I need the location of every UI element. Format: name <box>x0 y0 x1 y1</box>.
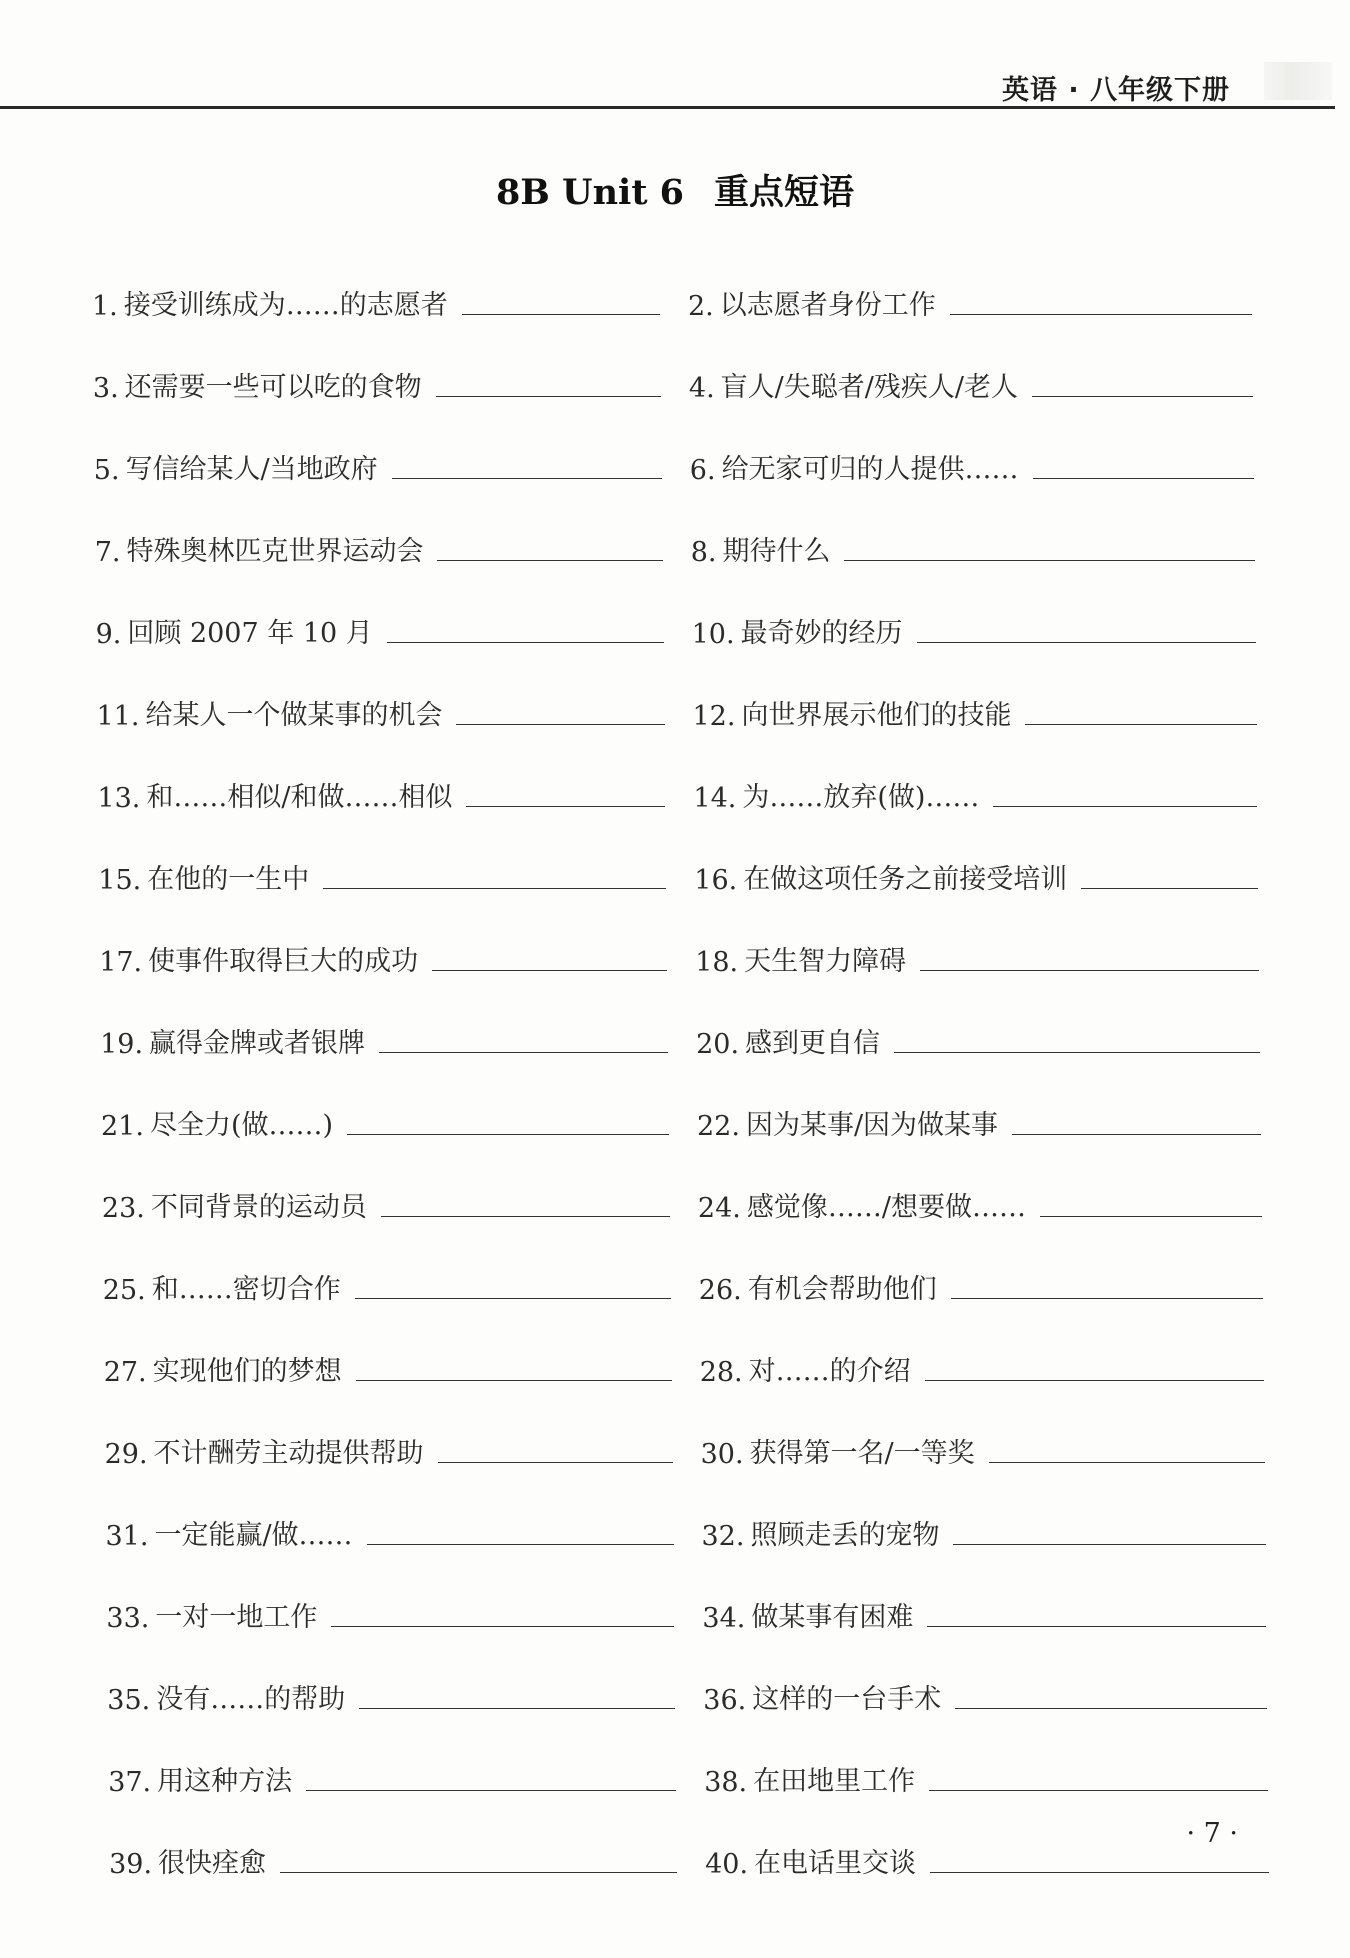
phrase-item <box>97 768 665 814</box>
item-number: 5. <box>93 455 120 486</box>
page-header <box>0 0 1350 108</box>
item-text: 给某人一个做某事的机会 <box>145 700 443 731</box>
answer-blank[interactable] <box>951 1297 1263 1299</box>
item-number: 7. <box>94 537 121 568</box>
item-number: 2. <box>688 291 714 322</box>
phrase-item <box>699 1260 1263 1306</box>
page-title <box>0 165 1350 215</box>
item-number: 15. <box>98 865 142 896</box>
answer-blank[interactable] <box>356 1379 672 1381</box>
item-number: 18. <box>695 947 739 978</box>
answer-blank[interactable] <box>1033 477 1254 479</box>
item-number: 11. <box>96 701 140 732</box>
item-text: 最奇妙的经历 <box>740 618 903 649</box>
answer-blank[interactable] <box>925 1379 1264 1381</box>
answer-blank[interactable] <box>367 1543 674 1545</box>
item-number: 16. <box>694 865 738 896</box>
item-number: 32. <box>701 1521 745 1552</box>
phrase-item <box>700 1342 1264 1388</box>
item-text: 不同背景的运动员 <box>150 1192 367 1223</box>
answer-blank[interactable] <box>950 313 1252 315</box>
item-text: 因为某事/因为做某事 <box>745 1110 999 1141</box>
item-text: 使事件取得巨大的成功 <box>148 946 419 977</box>
answer-blank[interactable] <box>432 969 667 971</box>
item-number: 12. <box>692 701 736 732</box>
answer-blank[interactable] <box>381 1215 670 1217</box>
answer-blank[interactable] <box>1040 1215 1262 1217</box>
phrase-item <box>94 440 662 486</box>
item-text: 给无家可归的人提供…… <box>721 454 1019 485</box>
item-number: 6. <box>689 455 716 486</box>
item-number: 13. <box>97 783 141 814</box>
phrase-item <box>100 1014 668 1060</box>
page-number: · 7 · <box>1186 1818 1238 1849</box>
phrase-item <box>106 1588 674 1634</box>
item-number: 36. <box>703 1685 747 1716</box>
item-text: 做某事有困难 <box>751 1602 914 1633</box>
item-text: 盲人/失聪者/残疾人/老人 <box>720 372 1018 403</box>
item-number: 27. <box>103 1357 147 1388</box>
phrase-item <box>702 1506 1266 1552</box>
answer-blank[interactable] <box>1025 723 1256 725</box>
phrase-item <box>692 604 1256 650</box>
phrase-item <box>103 1260 671 1306</box>
item-text: 在田地里工作 <box>753 1766 916 1797</box>
answer-blank[interactable] <box>438 1461 673 1463</box>
answer-blank[interactable] <box>920 969 1259 971</box>
item-number: 28. <box>699 1357 743 1388</box>
item-number: 30. <box>700 1439 744 1470</box>
phrase-item <box>101 1096 669 1142</box>
answer-blank[interactable] <box>392 477 662 479</box>
phrase-item <box>701 1424 1265 1470</box>
phrase-item <box>108 1752 676 1798</box>
answer-blank[interactable] <box>456 723 664 725</box>
answer-blank[interactable] <box>355 1297 671 1299</box>
phrase-item <box>104 1342 672 1388</box>
phrase-item <box>92 276 660 322</box>
answer-blank[interactable] <box>1081 887 1258 889</box>
answer-blank[interactable] <box>917 641 1256 643</box>
item-text: 还需要一些可以吃的食物 <box>124 372 422 403</box>
answer-blank[interactable] <box>379 1051 668 1053</box>
item-number: 35. <box>107 1685 151 1716</box>
answer-blank[interactable] <box>436 395 661 397</box>
answer-blank[interactable] <box>331 1625 674 1627</box>
answer-blank[interactable] <box>306 1789 676 1791</box>
answer-blank[interactable] <box>930 1871 1269 1873</box>
item-number: 26. <box>698 1275 742 1306</box>
phrase-item <box>697 1096 1261 1142</box>
item-text: 在他的一生中 <box>147 864 310 895</box>
phrase-item <box>704 1752 1268 1798</box>
item-text: 写信给某人/当地政府 <box>125 454 378 485</box>
item-text: 很快痊愈 <box>158 1848 267 1879</box>
item-number: 31. <box>105 1521 149 1552</box>
item-text: 在电话里交谈 <box>754 1848 917 1879</box>
item-number: 25. <box>102 1275 146 1306</box>
item-text: 赢得金牌或者银牌 <box>149 1028 366 1059</box>
book-title: 英语 · 八年级下册 <box>1001 75 1230 106</box>
item-text: 期待什么 <box>722 536 831 567</box>
phrase-item <box>694 850 1258 896</box>
item-number: 3. <box>92 373 119 404</box>
item-text: 尽全力(做……) <box>149 1110 334 1141</box>
phrase-item <box>703 1670 1267 1716</box>
item-text: 照顾走丢的宠物 <box>750 1520 940 1551</box>
phrase-item <box>95 522 663 568</box>
phrase-item <box>102 1178 670 1224</box>
phrase-item <box>693 768 1257 814</box>
item-text: 一定能赢/做…… <box>154 1520 353 1551</box>
item-text: 这样的一台手术 <box>752 1684 942 1715</box>
answer-blank[interactable] <box>844 559 1254 561</box>
item-number: 14. <box>693 783 737 814</box>
phrase-item <box>107 1670 675 1716</box>
answer-blank[interactable] <box>323 887 666 889</box>
phrase-item <box>702 1588 1266 1634</box>
answer-blank[interactable] <box>437 559 662 561</box>
phrase-item <box>698 1178 1262 1224</box>
item-text: 对……的介绍 <box>748 1356 911 1387</box>
item-text: 特殊奥林匹克世界运动会 <box>126 536 424 567</box>
item-text: 为……放弃(做)…… <box>742 782 980 813</box>
phrase-item <box>689 358 1253 404</box>
phrase-item <box>696 1014 1260 1060</box>
phrase-item <box>98 850 666 896</box>
answer-blank[interactable] <box>462 313 660 315</box>
phrase-item <box>690 440 1254 486</box>
item-number: 33. <box>106 1603 150 1634</box>
item-number: 17. <box>99 947 143 978</box>
item-number: 39. <box>109 1849 153 1880</box>
item-number: 24. <box>697 1193 741 1224</box>
item-text: 有机会帮助他们 <box>747 1274 937 1305</box>
phrase-item <box>96 604 664 650</box>
item-number: 21. <box>101 1111 144 1142</box>
item-number: 1. <box>92 291 118 322</box>
answer-blank[interactable] <box>894 1051 1260 1053</box>
item-text: 和……相似/和做……相似 <box>146 782 453 813</box>
unit-label: 8B Unit 6 <box>495 172 685 213</box>
answer-blank[interactable] <box>993 805 1257 807</box>
phrase-item <box>693 686 1257 732</box>
item-text: 回顾 2007 年 10 月 <box>127 618 373 649</box>
item-text: 获得第一名/一等奖 <box>749 1438 975 1469</box>
item-number: 4. <box>688 373 715 404</box>
answer-blank[interactable] <box>280 1871 677 1873</box>
item-number: 29. <box>104 1439 148 1470</box>
item-text: 感觉像……/想要做…… <box>746 1192 1026 1223</box>
answer-blank[interactable] <box>387 641 664 643</box>
item-number: 23. <box>101 1193 145 1224</box>
phrase-item <box>105 1424 673 1470</box>
item-text: 没有……的帮助 <box>156 1684 346 1715</box>
phrase-item <box>99 932 667 978</box>
item-text: 以志愿者身份工作 <box>719 290 936 321</box>
answer-blank[interactable] <box>1032 395 1253 397</box>
item-text: 和……密切合作 <box>151 1274 341 1305</box>
phrase-item <box>106 1506 674 1552</box>
phrase-item <box>695 932 1259 978</box>
item-number: 37. <box>108 1767 152 1798</box>
phrase-item <box>688 276 1252 322</box>
answer-blank[interactable] <box>953 1543 1265 1545</box>
item-number: 22. <box>697 1111 740 1142</box>
section-label: 重点短语 <box>714 172 855 213</box>
answer-blank[interactable] <box>927 1625 1266 1627</box>
item-number: 9. <box>95 619 122 650</box>
item-number: 10. <box>691 619 735 650</box>
phrase-item <box>109 1834 677 1880</box>
item-number: 38. <box>704 1767 748 1798</box>
item-text: 实现他们的梦想 <box>152 1356 342 1387</box>
scan-edge-mark <box>1264 62 1332 100</box>
item-text: 一对一地工作 <box>155 1602 318 1633</box>
answer-blank[interactable] <box>359 1707 675 1709</box>
item-number: 19. <box>100 1029 144 1060</box>
item-text: 感到更自信 <box>745 1028 881 1059</box>
item-text: 天生智力障碍 <box>744 946 907 977</box>
phrase-item <box>691 522 1255 568</box>
item-text: 用这种方法 <box>157 1766 293 1797</box>
answer-blank[interactable] <box>347 1133 669 1135</box>
item-text: 接受训练成为……的志愿者 <box>123 290 448 321</box>
answer-blank[interactable] <box>989 1461 1265 1463</box>
item-number: 40. <box>705 1849 749 1880</box>
item-text: 在做这项任务之前接受培训 <box>743 864 1068 895</box>
answer-blank[interactable] <box>929 1789 1268 1791</box>
phrase-item <box>705 1834 1269 1880</box>
item-number: 34. <box>702 1603 746 1634</box>
answer-blank[interactable] <box>955 1707 1267 1709</box>
answer-blank[interactable] <box>1012 1133 1261 1135</box>
phrase-item <box>97 686 665 732</box>
item-text: 向世界展示他们的技能 <box>741 700 1012 731</box>
item-text: 不计酬劳主动提供帮助 <box>153 1438 424 1469</box>
phrase-item <box>93 358 661 404</box>
answer-blank[interactable] <box>466 805 665 807</box>
header-rule <box>0 106 1335 109</box>
item-number: 20. <box>696 1029 740 1060</box>
item-number: 8. <box>690 537 717 568</box>
